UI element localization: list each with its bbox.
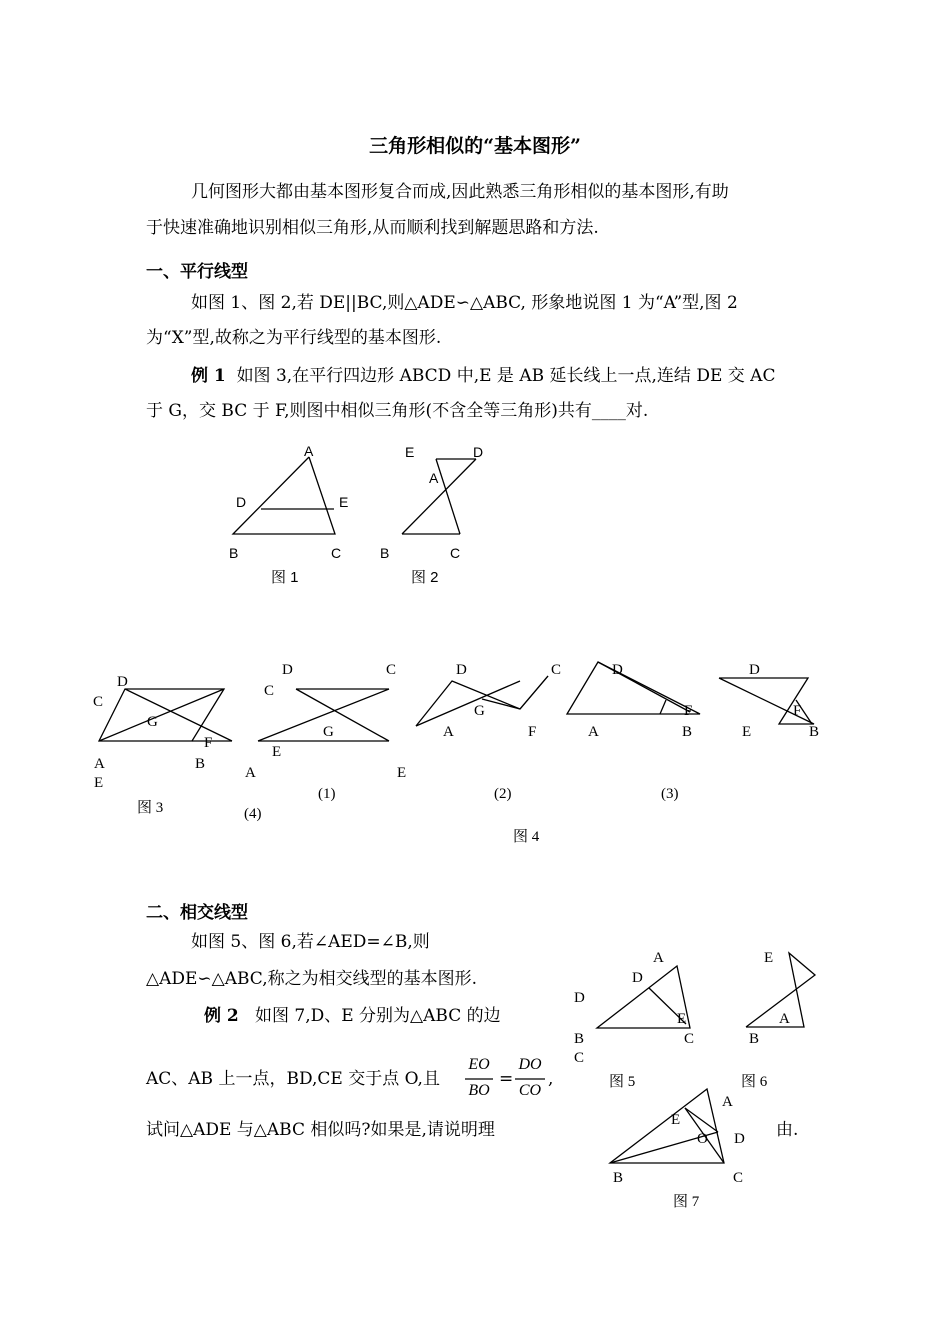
fig7-label-c: C <box>733 1170 744 1186</box>
fraction-2-denominator: CO <box>518 1082 542 1099</box>
page-title: 三角形相似的“基本图形” <box>369 135 581 157</box>
fig5-label-d2: D <box>574 990 585 1006</box>
fraction-equals: = <box>499 1069 514 1089</box>
example2-line-3: 试问△ADE 与△ABC 相似吗?如果是,请说明理 <box>146 1120 495 1140</box>
fig4-4-label-e2: E <box>397 765 407 781</box>
fig3-label-f: F <box>204 735 213 751</box>
fig7-de <box>685 1108 718 1132</box>
fig3-label-e: E <box>94 775 104 791</box>
fig7-label-d: D <box>734 1131 745 1147</box>
fig4-4-label-a: A <box>245 765 256 781</box>
section1-heading: 一、平行线型 <box>146 262 248 282</box>
fig4-3-label-d: D <box>612 662 623 678</box>
fig4-3-label-b: B <box>682 724 693 740</box>
fig6-label-e: E <box>764 950 774 966</box>
fig2-label-a: A <box>429 470 439 486</box>
fig4-2-label-d: D <box>456 662 467 678</box>
fig4-2-label-c: C <box>551 662 562 678</box>
fig4-4-label-c2: C <box>264 683 275 699</box>
fig7-label-o: O <box>697 1131 708 1147</box>
fig3-label-g: G <box>147 714 158 730</box>
fig7-label-a: A <box>722 1094 733 1110</box>
fig4-5-label-d: D <box>749 662 760 678</box>
fraction-comma: , <box>548 1069 554 1089</box>
fig4-2-label-g: G <box>474 703 485 719</box>
fig6-label-b: B <box>749 1031 760 1047</box>
fig5-label-d: D <box>632 970 643 986</box>
example2-text-1: 如图 7,D、E 分别为△ABC 的边 <box>254 1006 501 1026</box>
fig4-3-label-f: F <box>684 703 693 719</box>
section1-para-line-2: 为“X”型,故称之为平行线型的基本图形. <box>146 328 442 348</box>
fig1-label-b: B <box>229 545 239 561</box>
fig1-label-d: D <box>236 494 247 510</box>
fraction-1-denominator: BO <box>468 1082 490 1099</box>
fig1-label-a: A <box>304 443 314 459</box>
fig5-label-a: A <box>653 950 664 966</box>
fig3-line-de <box>125 689 232 741</box>
fig2-caption: 图 2 <box>411 569 439 586</box>
fig5-label-b: B <box>574 1031 585 1047</box>
fig4-2-label-f: F <box>528 724 537 740</box>
fig3-caption: 图 3 <box>137 800 164 816</box>
fig4-3-perp <box>660 700 666 714</box>
fig5-caption: 图 5 <box>609 1074 636 1090</box>
fig1-label-e: E <box>339 494 349 510</box>
fig5-label-c2: C <box>574 1050 585 1066</box>
section1-para-line-1: 如图 1、图 2,若 DE||BC,则△ADE∽△ABC, 形象地说图 1 为“A”型,图 2 <box>191 293 738 313</box>
example1-text-1: 如图 3,在平行四边形 ABCD 中,E 是 AB 延长线上一点,连结 DE 交 AC <box>236 366 776 386</box>
fig5-label-e: E <box>677 1011 687 1027</box>
fig3-line-ac <box>99 689 224 741</box>
fig1-label-c: C <box>331 545 342 561</box>
section2-para-line-2: △ADE∽△ABC,称之为相交线型的基本图形. <box>146 969 478 989</box>
fig2-label-d: D <box>473 444 484 460</box>
fig4-4-label-d: D <box>282 662 293 678</box>
fig4-5-label-e: E <box>742 724 752 740</box>
intro-line-1: 几何图形大都由基本图形复合而成,因此熟悉三角形相似的基本图形,有助 <box>191 182 729 202</box>
fig4-4-label-e: E <box>272 744 282 760</box>
example2-line-1 <box>204 1006 501 1026</box>
fig7-label-b: B <box>613 1170 624 1186</box>
fraction-1-numerator: EO <box>468 1056 490 1073</box>
fig7-label-e: E <box>671 1112 681 1128</box>
example2-line-3-end: 由. <box>776 1120 799 1140</box>
fig4-1-diag1 <box>296 689 389 741</box>
fig2-label-c: C <box>450 545 461 561</box>
fig4-1-caption: (1) <box>318 786 336 802</box>
example2-line-2-pre: AC、AB 上一点，BD,CE 交于点 O,且 <box>146 1069 440 1089</box>
fraction-2-numerator: DO <box>518 1056 542 1073</box>
fig4-2-label-a: A <box>443 724 454 740</box>
intro-line-2: 于快速准确地识别相似三角形,从而顺利找到解题思路和方法. <box>146 218 599 238</box>
fig3-label-c: C <box>93 694 104 710</box>
fig2-label-b: B <box>380 545 390 561</box>
fig6-caption: 图 6 <box>741 1074 768 1090</box>
fig3-label-d: D <box>117 674 128 690</box>
fig4-5-label-b: B <box>809 724 820 740</box>
example2-label: 例 2 <box>204 1006 239 1026</box>
fig6-label-a: A <box>779 1011 790 1027</box>
fig1-triangle <box>233 457 335 534</box>
fig4-3-label-a: A <box>588 724 599 740</box>
example1-label: 例 1 <box>191 366 226 386</box>
fig4-caption: 图 4 <box>513 829 540 845</box>
fig7-caption: 图 7 <box>673 1194 700 1210</box>
fig4-2-cf <box>520 676 548 709</box>
example1-line-2: 于 G，交 BC 于 F,则图中相似三角形(不含全等三角形)共有____对. <box>146 401 649 421</box>
fig4-5-label-f: F <box>793 703 802 719</box>
fig1-caption: 图 1 <box>271 569 299 586</box>
fig4-3-caption: (3) <box>661 786 679 802</box>
fig4-4-caption: (4) <box>244 806 262 822</box>
fig5-label-c: C <box>684 1031 695 1047</box>
fig4-4-label-c: C <box>386 662 397 678</box>
fig7-triangle <box>610 1089 724 1163</box>
section2-para-line-1: 如图 5、图 6,若∠AED=∠B,则 <box>191 932 430 952</box>
section2-heading: 二、相交线型 <box>146 903 248 923</box>
fig3-label-b: B <box>195 756 206 772</box>
fig2-label-e: E <box>405 444 415 460</box>
fig4-2-caption: (2) <box>494 786 512 802</box>
fig3-label-a: A <box>94 756 105 772</box>
fig4-4-label-g: G <box>323 724 334 740</box>
